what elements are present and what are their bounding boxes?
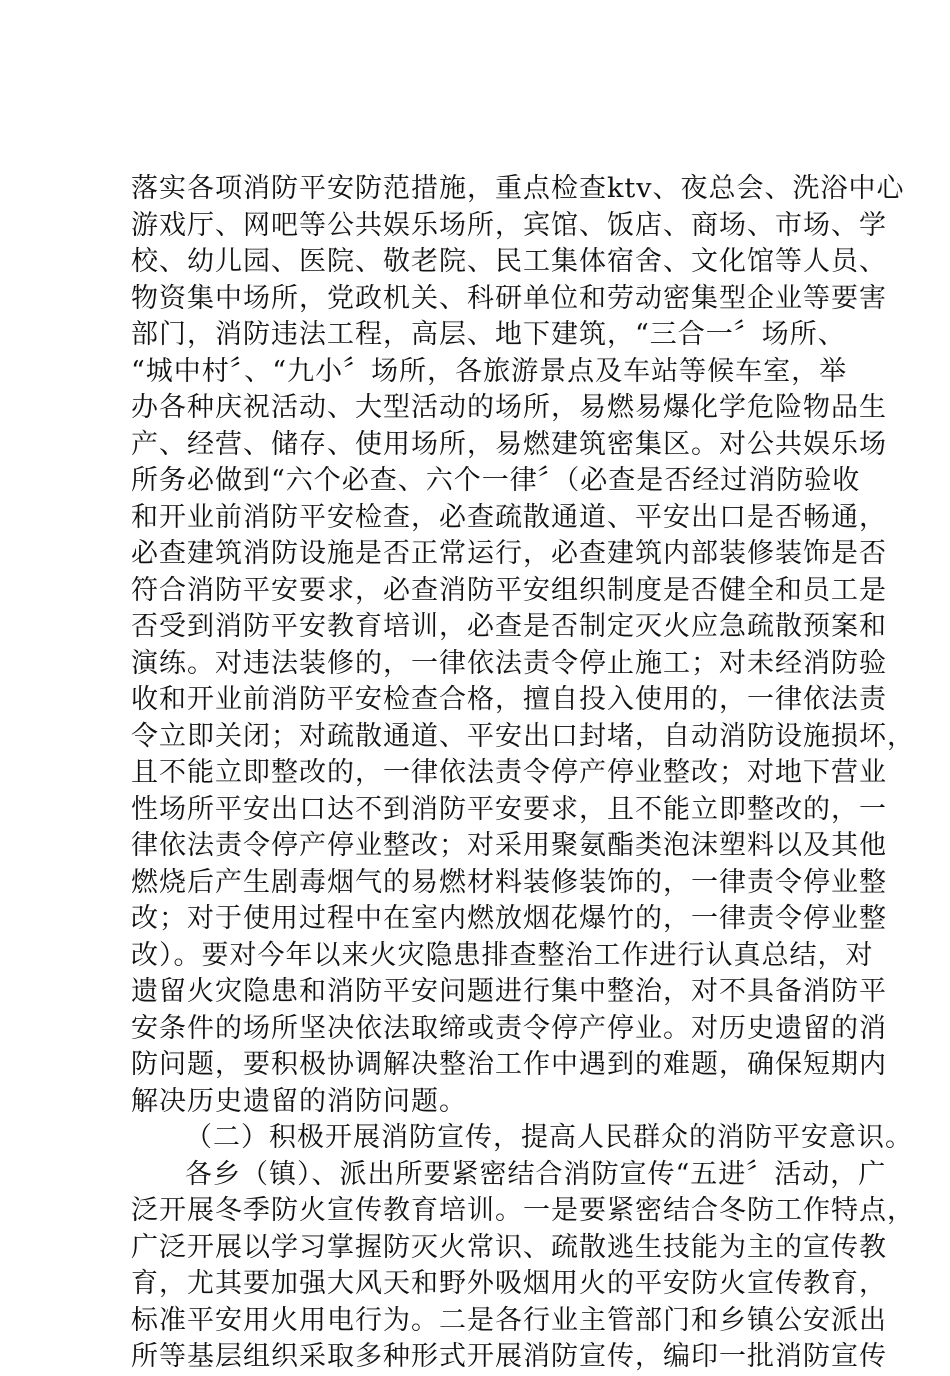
text-line: 收和开业前消防平安检查合格，擅自投入使用的，一律依法责 <box>131 684 887 715</box>
text-line: 校、幼儿园、医院、敬老院、民工集体宿舍、文化馆等人员、 <box>131 246 887 277</box>
text-line: 遗留火灾隐患和消防平安问题进行集中整治，对不具备消防平 <box>131 976 887 1007</box>
text-line: 育，尤其要加强大风天和野外吸烟用火的平安防火宣传教育， <box>131 1268 887 1299</box>
text-line: 符合消防平安要求，必查消防平安组织制度是否健全和员工是 <box>131 574 887 606</box>
text-line: “城中村〞、“九小〞场所，各旅游景点及车站等候车室，举 <box>131 355 848 387</box>
text-line: 且不能立即整改的，一律依法责令停产停业整改；对地下营业 <box>131 757 887 788</box>
text-line: 改）。要对今年以来火灾隐患排查整治工作进行认真总结，对 <box>131 939 874 971</box>
text-line: 所务必做到“六个必查、六个一律〞（必查是否经过消防验收 <box>131 465 861 496</box>
body-text <box>131 171 915 1376</box>
text-line: 游戏厅、网吧等公共娱乐场所，宾馆、饭店、商场、市场、学 <box>131 209 887 241</box>
text-line: 改；对于使用过程中在室内燃放烟花爆竹的，一律责令停业整 <box>131 903 887 934</box>
text-line: 否受到消防平安教育培训，必查是否制定灭火应急疏散预案和 <box>131 611 887 642</box>
text-line: 性场所平安出口达不到消防平安要求，且不能立即整改的，一 <box>131 793 887 825</box>
text-line: 物资集中场所，党政机关、科研单位和劳动密集型企业等要害 <box>131 282 887 314</box>
text-line: 和开业前消防平安检查，必查疏散通道、平安出口是否畅通， <box>131 501 887 533</box>
text-line: 落实各项消防平安防范措施，重点检查ktv、夜总会、洗浴中心 <box>131 173 905 204</box>
paragraph-first-line: 各乡（镇）、派出所要紧密结合消防宣传“五进〞活动，广 <box>185 1158 887 1190</box>
text-line: 律依法责令停产停业整改；对采用聚氨酯类泡沫塑料以及其他 <box>131 830 887 861</box>
text-line: 办各种庆祝活动、大型活动的场所，易燃易爆化学危险物品生 <box>131 392 887 423</box>
text-line: 部门，消防违法工程，高层、地下建筑，“三合一〞场所、 <box>131 319 846 350</box>
text-line: 演练。对违法装修的，一律依法责令停止施工；对未经消防验 <box>131 647 887 679</box>
text-line: 所等基层组织采取多种形式开展消防宣传，编印一批消防宣传 <box>131 1341 887 1372</box>
text-line: 泛开展冬季防火宣传教育培训。一是要紧密结合冬防工作特点， <box>131 1195 915 1226</box>
text-line: 广泛开展以学习掌握防灭火常识、疏散逃生技能为主的宣传教 <box>131 1231 887 1263</box>
text-line: 燃烧后产生剧毒烟气的易燃材料装修装饰的，一律责令停业整 <box>131 866 887 898</box>
text-line: 令立即关闭；对疏散通道、平安出口封堵，自动消防设施损坏， <box>131 720 915 752</box>
paragraph-end-line: 解决历史遗留的消防问题。 <box>131 1085 467 1117</box>
text-line: 标准平安用火用电行为。二是各行业主管部门和乡镇公安派出 <box>131 1304 887 1336</box>
text-line: 安条件的场所坚决依法取缔或责令停产停业。对历史遗留的消 <box>131 1012 887 1044</box>
text-line: 产、经营、储存、使用场所，易燃建筑密集区。对公共娱乐场 <box>131 428 887 460</box>
text-line: 必查建筑消防设施是否正常运行，必查建筑内部装修装饰是否 <box>131 538 887 569</box>
section-heading: （二）积极开展消防宣传，提高人民群众的消防平安意识。 <box>185 1122 913 1153</box>
text-line: 防问题，要积极协调解决整治工作中遇到的难题，确保短期内 <box>131 1049 887 1080</box>
